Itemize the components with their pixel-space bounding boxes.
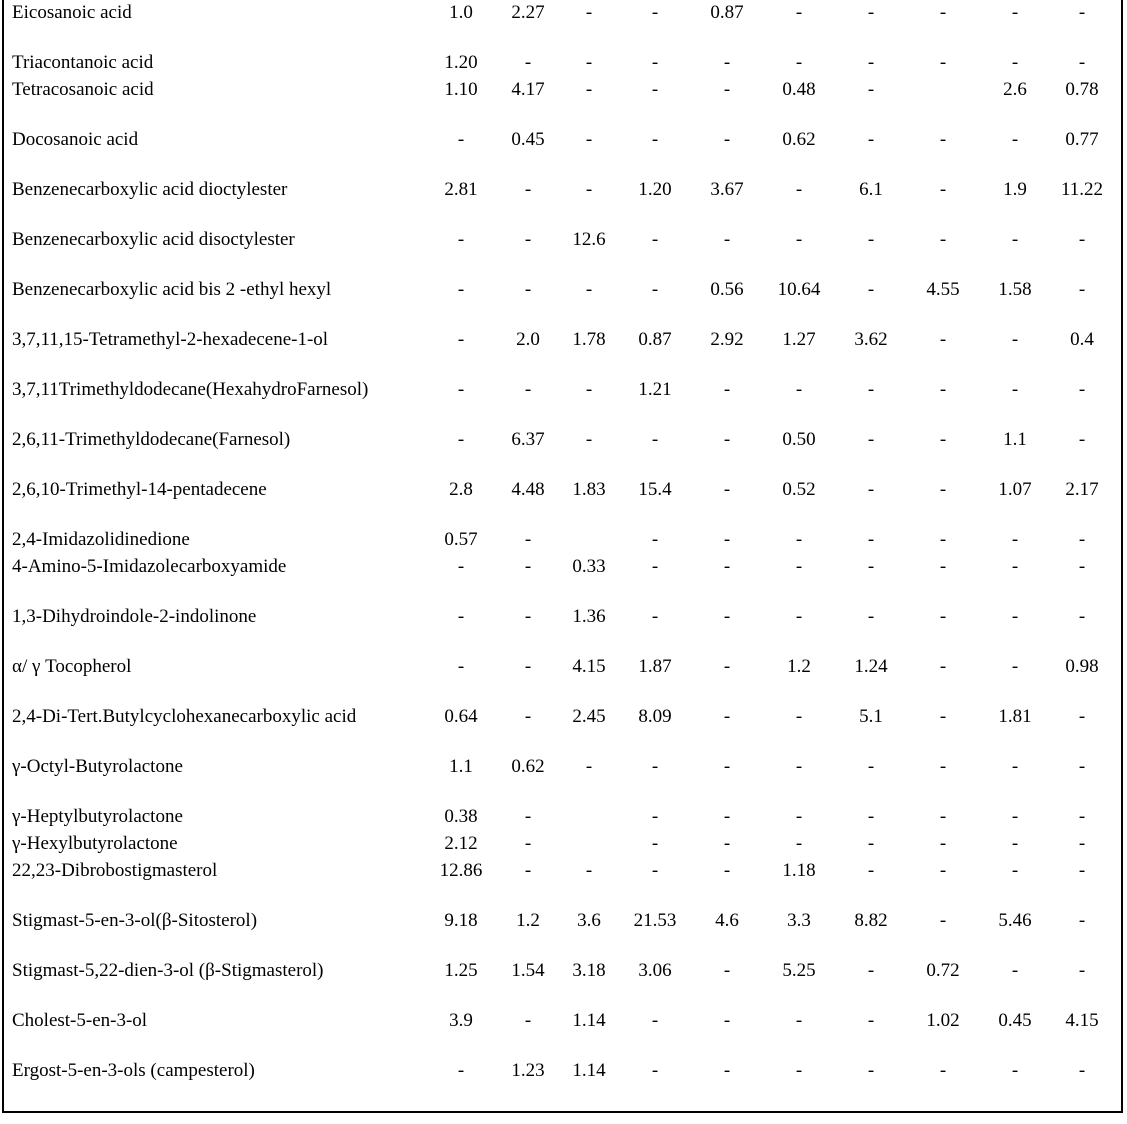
- value-cell: -: [457, 556, 465, 577]
- value-cell: 1.21: [638, 379, 672, 400]
- table-row: [4, 1008, 1118, 1058]
- value-cell: 3.3: [787, 910, 811, 931]
- value-cell: -: [723, 860, 731, 881]
- value-cell: -: [939, 429, 947, 450]
- value-cell: 1.54: [511, 960, 545, 981]
- value-cell: -: [867, 1010, 875, 1031]
- value-cell: -: [867, 806, 875, 827]
- table-row: [4, 0, 1118, 50]
- compound-name-cell: 2,4-Imidazolidinedione: [12, 529, 190, 550]
- value-cell: 1.1: [449, 756, 473, 777]
- value-cell: 2.27: [511, 2, 545, 23]
- value-cell: 15.4: [638, 479, 672, 500]
- value-cell: -: [723, 52, 731, 73]
- value-cell: -: [1078, 52, 1086, 73]
- value-cell: -: [457, 129, 465, 150]
- table-row: [4, 377, 1118, 427]
- value-cell: 1.2: [787, 656, 811, 677]
- compound-name-cell: γ-Octyl-Butyrolactone: [12, 756, 183, 777]
- value-cell: -: [795, 806, 803, 827]
- value-cell: -: [867, 479, 875, 500]
- value-cell: -: [723, 129, 731, 150]
- value-cell: 1.78: [572, 329, 606, 350]
- value-cell: -: [1011, 2, 1019, 23]
- value-cell: 1.0: [449, 2, 473, 23]
- value-cell: 0.45: [998, 1010, 1032, 1031]
- value-cell: -: [939, 229, 947, 250]
- value-cell: -: [723, 960, 731, 981]
- value-cell: -: [867, 379, 875, 400]
- value-cell: 12.86: [439, 860, 483, 881]
- table-row: [4, 327, 1118, 377]
- value-cell: 12.6: [572, 229, 606, 250]
- value-cell: -: [867, 860, 875, 881]
- table-row: [4, 177, 1118, 227]
- value-cell: -: [723, 229, 731, 250]
- value-cell: -: [939, 860, 947, 881]
- value-cell: -: [795, 756, 803, 777]
- compound-name-cell: Eicosanoic acid: [12, 2, 132, 23]
- value-cell: -: [1078, 1060, 1086, 1081]
- value-cell: 2.17: [1065, 479, 1099, 500]
- value-cell: 2.45: [572, 706, 606, 727]
- compound-name-cell: Docosanoic acid: [12, 129, 139, 150]
- value-cell: -: [795, 706, 803, 727]
- value-cell: -: [524, 656, 532, 677]
- value-cell: 2.8: [449, 479, 473, 500]
- value-cell: -: [939, 606, 947, 627]
- value-cell: -: [457, 429, 465, 450]
- table-row: [4, 554, 1118, 604]
- value-cell: -: [585, 379, 593, 400]
- value-cell: -: [651, 606, 659, 627]
- compound-name-cell: Tetracosanoic acid: [12, 79, 154, 100]
- value-cell: -: [1078, 860, 1086, 881]
- value-cell: -: [1078, 229, 1086, 250]
- value-cell: -: [1011, 379, 1019, 400]
- value-cell: -: [524, 606, 532, 627]
- compound-name-cell: 2,6,11-Trimethyldodecane(Farnesol): [12, 429, 291, 450]
- table-row: [4, 958, 1118, 1008]
- compound-name-cell: Stigmast-5-en-3-ol(β-Sitosterol): [12, 910, 258, 931]
- value-cell: -: [723, 1060, 731, 1081]
- value-cell: -: [651, 52, 659, 73]
- value-cell: [564, 804, 614, 831]
- value-cell: -: [524, 706, 532, 727]
- value-cell: 1.1: [1003, 429, 1027, 450]
- value-cell: 1.87: [638, 656, 672, 677]
- value-cell: -: [651, 2, 659, 23]
- value-cell: -: [1078, 833, 1086, 854]
- value-cell: -: [795, 556, 803, 577]
- value-cell: 0.38: [444, 806, 478, 827]
- value-cell: -: [1011, 960, 1019, 981]
- value-cell: -: [1011, 529, 1019, 550]
- table-row: [4, 831, 1118, 858]
- value-cell: 10.64: [777, 279, 821, 300]
- table-row: [4, 527, 1118, 554]
- value-cell: -: [651, 279, 659, 300]
- value-cell: 0.98: [1065, 656, 1099, 677]
- value-cell: 9.18: [444, 910, 478, 931]
- value-cell: -: [585, 52, 593, 73]
- value-cell: 3.62: [854, 329, 888, 350]
- value-cell: 3.9: [449, 1010, 473, 1031]
- value-cell: 0.45: [511, 129, 545, 150]
- value-cell: -: [867, 129, 875, 150]
- value-cell: -: [1011, 1060, 1019, 1081]
- value-cell: 2.81: [444, 179, 478, 200]
- value-cell: -: [585, 279, 593, 300]
- value-cell: -: [939, 833, 947, 854]
- value-cell: -: [524, 52, 532, 73]
- value-cell: 0.48: [782, 79, 816, 100]
- value-cell: -: [651, 79, 659, 100]
- value-cell: -: [524, 529, 532, 550]
- value-cell: -: [939, 479, 947, 500]
- value-cell: 1.23: [511, 1060, 545, 1081]
- value-cell: 0.50: [782, 429, 816, 450]
- value-cell: 1.9: [1003, 179, 1027, 200]
- value-cell: 4.6: [715, 910, 739, 931]
- value-cell: 3.06: [638, 960, 672, 981]
- value-cell: -: [939, 129, 947, 150]
- value-cell: 21.53: [633, 910, 677, 931]
- value-cell: -: [457, 329, 465, 350]
- value-cell: 2.0: [516, 329, 540, 350]
- value-cell: -: [651, 833, 659, 854]
- value-cell: -: [939, 52, 947, 73]
- value-cell: -: [867, 1060, 875, 1081]
- value-cell: -: [1011, 52, 1019, 73]
- value-cell: 2.92: [710, 329, 744, 350]
- value-cell: 6.37: [511, 429, 545, 450]
- value-cell: 1.20: [444, 52, 478, 73]
- value-cell: 0.62: [511, 756, 545, 777]
- value-cell: -: [723, 806, 731, 827]
- value-cell: -: [457, 656, 465, 677]
- value-cell: 1.58: [998, 279, 1032, 300]
- compound-name-cell: 2,6,10-Trimethyl-14-pentadecene: [12, 479, 267, 500]
- value-cell: -: [1078, 556, 1086, 577]
- value-cell: 1.36: [572, 606, 606, 627]
- value-cell: -: [1078, 756, 1086, 777]
- value-cell: -: [651, 806, 659, 827]
- table-row: [4, 754, 1118, 804]
- value-cell: 1.18: [782, 860, 816, 881]
- value-cell: 0.56: [710, 279, 744, 300]
- value-cell: -: [457, 606, 465, 627]
- value-cell: -: [723, 1010, 731, 1031]
- value-cell: -: [723, 79, 731, 100]
- value-cell: -: [723, 479, 731, 500]
- value-cell: 0.87: [638, 329, 672, 350]
- value-cell: -: [524, 806, 532, 827]
- value-cell: 1.10: [444, 79, 478, 100]
- value-cell: -: [939, 756, 947, 777]
- compound-name-cell: 4-Amino-5-Imidazolecarboxyamide: [12, 556, 287, 577]
- table-row: [4, 277, 1118, 327]
- table-row: [4, 858, 1118, 908]
- value-cell: -: [651, 1010, 659, 1031]
- value-cell: -: [651, 429, 659, 450]
- value-cell: -: [1011, 556, 1019, 577]
- value-cell: 0.33: [572, 556, 606, 577]
- value-cell: 1.27: [782, 329, 816, 350]
- value-cell: -: [524, 279, 532, 300]
- value-cell: -: [939, 329, 947, 350]
- value-cell: 1.24: [854, 656, 888, 677]
- value-cell: 1.20: [638, 179, 672, 200]
- value-cell: -: [1011, 860, 1019, 881]
- value-cell: 0.57: [444, 529, 478, 550]
- value-cell: -: [795, 379, 803, 400]
- value-cell: 4.55: [926, 279, 960, 300]
- value-cell: -: [651, 756, 659, 777]
- value-cell: -: [939, 179, 947, 200]
- value-cell: 1.81: [998, 706, 1032, 727]
- value-cell: -: [1078, 606, 1086, 627]
- value-cell: 1.83: [572, 479, 606, 500]
- value-cell: 4.48: [511, 479, 545, 500]
- compound-name-cell: γ-Heptylbutyrolactone: [12, 806, 183, 827]
- value-cell: -: [795, 2, 803, 23]
- value-cell: -: [723, 529, 731, 550]
- table-row: [4, 908, 1118, 958]
- compound-name-cell: 22,23-Dibrobostigmasterol: [12, 860, 218, 881]
- value-cell: -: [1011, 129, 1019, 150]
- value-cell: -: [524, 556, 532, 577]
- value-cell: -: [651, 1060, 659, 1081]
- value-cell: -: [524, 833, 532, 854]
- value-cell: 0.72: [926, 960, 960, 981]
- value-cell: 1.2: [516, 910, 540, 931]
- value-cell: -: [457, 279, 465, 300]
- value-cell: 11.22: [1060, 179, 1104, 200]
- table-row: [4, 604, 1118, 654]
- value-cell: -: [1078, 960, 1086, 981]
- value-cell: -: [867, 833, 875, 854]
- value-cell: -: [939, 706, 947, 727]
- value-cell: -: [723, 429, 731, 450]
- value-cell: -: [795, 606, 803, 627]
- value-cell: -: [1011, 606, 1019, 627]
- value-cell: 6.1: [859, 179, 883, 200]
- value-cell: -: [585, 79, 593, 100]
- value-cell: -: [1078, 910, 1086, 931]
- value-cell: -: [867, 756, 875, 777]
- value-cell: -: [867, 529, 875, 550]
- value-cell: -: [585, 860, 593, 881]
- value-cell: -: [651, 860, 659, 881]
- compound-name-cell: γ-Hexylbutyrolactone: [12, 833, 178, 854]
- value-cell: -: [1078, 379, 1086, 400]
- table-body: [4, 0, 1118, 1099]
- value-cell: -: [939, 556, 947, 577]
- value-cell: -: [723, 379, 731, 400]
- value-cell: 4.15: [1065, 1010, 1099, 1031]
- value-cell: -: [867, 2, 875, 23]
- compound-name-cell: Ergost-5-en-3-ols (campesterol): [12, 1060, 255, 1081]
- value-cell: -: [457, 229, 465, 250]
- value-cell: -: [651, 229, 659, 250]
- value-cell: 5.1: [859, 706, 883, 727]
- value-cell: -: [867, 279, 875, 300]
- value-cell: 4.15: [572, 656, 606, 677]
- value-cell: -: [524, 860, 532, 881]
- value-cell: 0.87: [710, 2, 744, 23]
- value-cell: -: [723, 833, 731, 854]
- value-cell: -: [524, 179, 532, 200]
- value-cell: -: [867, 960, 875, 981]
- value-cell: 3.18: [572, 960, 606, 981]
- value-cell: 1.25: [444, 960, 478, 981]
- value-cell: 0.77: [1065, 129, 1099, 150]
- value-cell: -: [867, 79, 875, 100]
- value-cell: [902, 77, 984, 127]
- value-cell: -: [585, 429, 593, 450]
- value-cell: -: [1078, 279, 1086, 300]
- value-cell: -: [939, 806, 947, 827]
- value-cell: -: [1011, 229, 1019, 250]
- table-row: [4, 50, 1118, 77]
- value-cell: -: [1078, 2, 1086, 23]
- value-cell: -: [1011, 329, 1019, 350]
- value-cell: 1.14: [572, 1060, 606, 1081]
- value-cell: 1.07: [998, 479, 1032, 500]
- value-cell: -: [795, 229, 803, 250]
- value-cell: -: [795, 1060, 803, 1081]
- value-cell: -: [457, 379, 465, 400]
- value-cell: -: [1011, 756, 1019, 777]
- value-cell: -: [939, 529, 947, 550]
- compound-name-cell: Cholest-5-en-3-ol: [12, 1010, 148, 1031]
- value-cell: -: [795, 529, 803, 550]
- value-cell: -: [723, 656, 731, 677]
- table-row: [4, 1058, 1118, 1099]
- value-cell: -: [795, 52, 803, 73]
- value-cell: -: [795, 179, 803, 200]
- value-cell: -: [1078, 529, 1086, 550]
- value-cell: -: [1078, 806, 1086, 827]
- compound-name-cell: 2,4-Di-Tert.Butylcyclohexanecarboxylic acid: [12, 706, 357, 727]
- value-cell: 5.25: [782, 960, 816, 981]
- compound-name-cell: 1,3-Dihydroindole-2-indolinone: [12, 606, 257, 627]
- table-row: [4, 227, 1118, 277]
- value-cell: -: [867, 429, 875, 450]
- value-cell: -: [939, 910, 947, 931]
- value-cell: 8.09: [638, 706, 672, 727]
- compound-name-cell: Triacontanoic acid: [12, 52, 154, 73]
- value-cell: -: [585, 2, 593, 23]
- value-cell: 1.14: [572, 1010, 606, 1031]
- value-cell: -: [1078, 706, 1086, 727]
- table-row: [4, 804, 1118, 831]
- compounds-table: [4, 0, 1118, 1099]
- value-cell: -: [723, 756, 731, 777]
- value-cell: -: [651, 129, 659, 150]
- value-cell: -: [585, 179, 593, 200]
- value-cell: 0.64: [444, 706, 478, 727]
- value-cell: [564, 831, 614, 858]
- value-cell: -: [939, 379, 947, 400]
- value-cell: -: [651, 556, 659, 577]
- compound-name-cell: Benzenecarboxylic acid bis 2 -ethyl hexyl: [12, 279, 332, 300]
- value-cell: -: [1011, 656, 1019, 677]
- value-cell: -: [723, 556, 731, 577]
- table-row: [4, 704, 1118, 754]
- value-cell: -: [723, 606, 731, 627]
- table-row: [4, 654, 1118, 704]
- value-cell: -: [867, 52, 875, 73]
- value-cell: -: [939, 2, 947, 23]
- value-cell: -: [723, 706, 731, 727]
- value-cell: -: [524, 229, 532, 250]
- value-cell: -: [795, 833, 803, 854]
- compound-name-cell: Benzenecarboxylic acid dioctylester: [12, 179, 288, 200]
- value-cell: 0.78: [1065, 79, 1099, 100]
- value-cell: -: [1078, 429, 1086, 450]
- value-cell: -: [524, 379, 532, 400]
- value-cell: -: [1011, 833, 1019, 854]
- value-cell: -: [651, 529, 659, 550]
- value-cell: 1.02: [926, 1010, 960, 1031]
- table-row: [4, 77, 1118, 127]
- compound-name-cell: 3,7,11,15-Tetramethyl-2-hexadecene-1-ol: [12, 329, 329, 350]
- table-row: [4, 477, 1118, 527]
- value-cell: -: [867, 606, 875, 627]
- value-cell: 8.82: [854, 910, 888, 931]
- value-cell: 3.67: [710, 179, 744, 200]
- value-cell: 0.4: [1070, 329, 1094, 350]
- compound-name-cell: Stigmast-5,22-dien-3-ol (β-Stigmasterol): [12, 960, 324, 981]
- value-cell: 2.12: [444, 833, 478, 854]
- value-cell: -: [457, 1060, 465, 1081]
- value-cell: -: [867, 229, 875, 250]
- table-row: [4, 127, 1118, 177]
- compound-name-cell: Benzenecarboxylic acid disoctylester: [12, 229, 295, 250]
- value-cell: 4.17: [511, 79, 545, 100]
- value-cell: 5.46: [998, 910, 1032, 931]
- compound-name-cell: α/ γ Tocopherol: [12, 656, 132, 677]
- value-cell: 3.6: [577, 910, 601, 931]
- value-cell: [564, 527, 614, 554]
- value-cell: -: [939, 656, 947, 677]
- value-cell: -: [585, 756, 593, 777]
- compound-name-cell: 3,7,11Trimethyldodecane(HexahydroFarnesol): [12, 379, 369, 400]
- value-cell: 0.62: [782, 129, 816, 150]
- value-cell: -: [1011, 806, 1019, 827]
- value-cell: -: [939, 1060, 947, 1081]
- value-cell: 2.6: [1003, 79, 1027, 100]
- value-cell: -: [585, 129, 593, 150]
- value-cell: -: [867, 556, 875, 577]
- value-cell: -: [524, 1010, 532, 1031]
- table-row: [4, 427, 1118, 477]
- value-cell: 0.52: [782, 479, 816, 500]
- value-cell: -: [795, 1010, 803, 1031]
